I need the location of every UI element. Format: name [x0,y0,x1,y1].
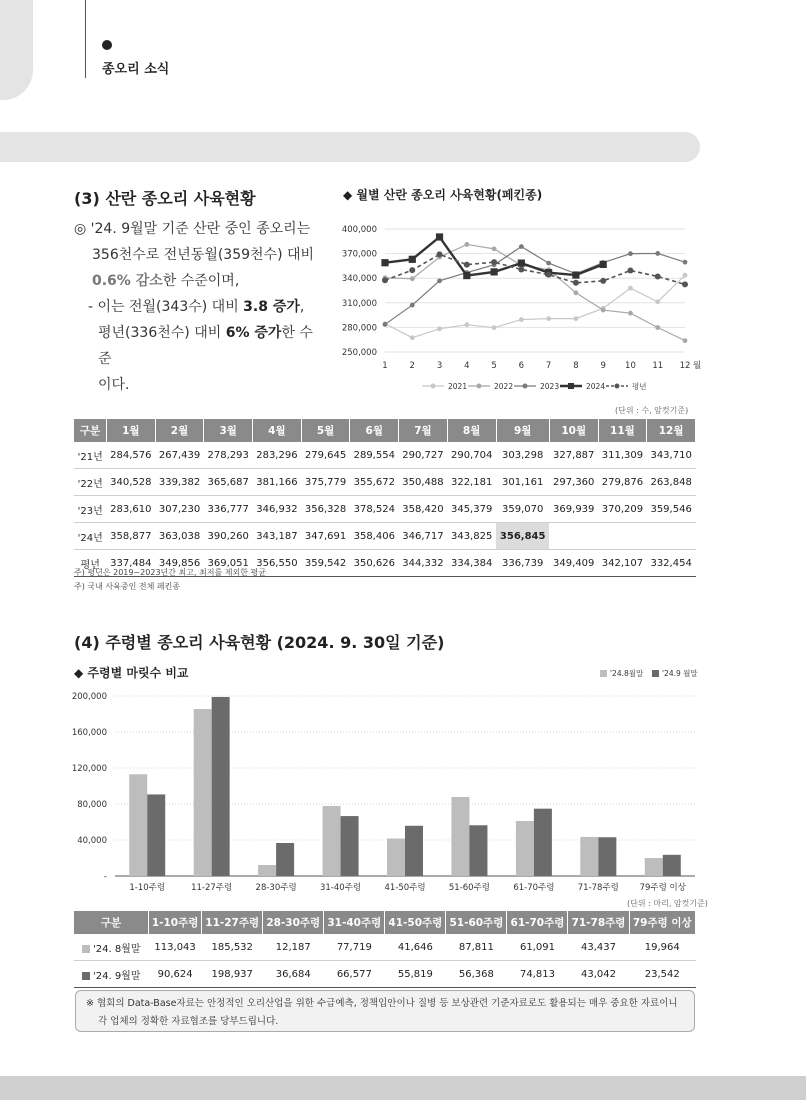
table-header-cell: 4월 [253,419,302,442]
bar-'24.8월말 [516,821,534,876]
data-point [683,273,688,278]
table-cell: 198,937 [202,961,263,988]
legend-swatch [82,945,90,953]
table-header-cell: 79주령 이상 [629,911,695,934]
table-cell: 369,939 [549,496,598,523]
table-cell: 359,546 [647,496,696,523]
table-header-cell: 9월 [496,419,549,442]
text-fragment: - 이는 전월(343수) 대비 [88,299,244,315]
table-cell: 284,576 [107,442,156,469]
data-point [518,266,524,272]
legend-marker [523,384,528,389]
table-cell: 343,710 [647,442,696,469]
table-cell [647,523,696,550]
legend-label: '24.9 월말 [662,669,698,678]
table-cell: 339,382 [155,469,204,496]
table-cell: 278,293 [204,442,253,469]
table-cell: 342,107 [598,550,647,577]
table-header-cell: 51-60주령 [446,911,507,934]
table1-unit: (단위 : 수, 암컷기준) [615,406,689,415]
table-row [74,934,696,961]
x-tick-label: 61-70주령 [513,883,555,893]
table-header-cell: 2월 [155,419,204,442]
table-header-cell: 3월 [204,419,253,442]
table-cell: 381,166 [253,469,302,496]
table-cell: 263,848 [647,469,696,496]
data-point [436,233,443,240]
text-line: 356천수로 전년동월(359천수) 대비 [92,247,315,263]
data-point [572,271,579,278]
table-header-cell: 8월 [447,419,496,442]
bar-'24.8월말 [387,839,405,876]
x-tick-label: 6 [518,361,525,371]
table-cell: 12,187 [263,934,324,961]
decrease-highlight: 0.6% 감소 [92,273,163,289]
table-header-cell: 28-30주령 [263,911,324,934]
data-point [518,260,525,267]
header-divider [85,0,86,78]
series-line-2021 [385,275,685,338]
increase-highlight: 3.8 증가 [243,299,300,315]
legend-marker [431,384,436,389]
bar-'24.8월말 [580,837,598,876]
footer-band [0,1076,806,1100]
x-tick-label: 5 [491,361,497,371]
data-point [655,299,660,304]
bar-'24.8월말 [323,806,341,876]
data-point [383,322,388,327]
series-line-평년 [385,254,685,284]
legend-marker [477,384,482,389]
x-tick-label: 8 [573,361,579,371]
x-tick-label: 12 [679,361,691,371]
table-cell: 322,181 [447,469,496,496]
data-point [683,260,688,265]
data-point [437,251,443,257]
table-cell: 66,577 [324,961,385,988]
table-row [74,961,696,988]
x-tick-label: 1-10주령 [129,883,166,893]
table-cell: 346,932 [253,496,302,523]
data-point [546,272,552,278]
table-cell: 358,420 [399,496,448,523]
monthly-table [74,419,696,577]
table-header-row [74,419,696,442]
row-header-cell: '21년 [74,442,107,469]
text-fragment: 한 수준 [98,325,313,367]
data-point [683,338,688,343]
legend-swatch [652,670,659,677]
footnote-box [75,990,695,1032]
table-cell: 87,811 [446,934,507,961]
text-fragment: 평년(336천수) 대비 [98,325,226,341]
table-cell: 358,877 [107,523,156,550]
table-cell: 74,813 [507,961,568,988]
y-tick-label: 160,000 [71,728,107,738]
table-row [74,523,696,550]
table-cell: 347,691 [301,523,350,550]
data-point [628,311,633,316]
table-cell: 349,409 [549,550,598,577]
row-label: '24. 9월말 [92,970,141,982]
data-point [546,261,551,266]
table-header-cell: 구분 [74,911,149,934]
x-tick-label: 7 [545,361,552,371]
table-cell: 301,161 [496,469,549,496]
x-tick-label: 11 [652,361,664,371]
y-tick-label: 340,000 [341,274,377,285]
table-header-cell: 41-50주령 [385,911,446,934]
y-tick-label: - [103,872,107,882]
data-point [519,317,524,322]
table-cell: 113,043 [149,934,202,961]
data-point [601,308,606,313]
x-tick-label: 1 [382,361,388,371]
text-line: ◎ '24. 9월말 기준 산란 중인 종오리는 [74,221,311,237]
data-point [492,325,497,330]
legend-swatch [82,972,90,980]
legend-label: 평년 [632,382,647,391]
legend-swatch [600,670,607,677]
table1-note: 주) 평년은 2019~2023년간 최고, 최저를 제외한 평균 [74,568,266,577]
bar-'24.9 월말 [147,794,165,876]
data-point [682,281,688,287]
table-cell: 337,484 [107,550,156,577]
row-header-cell: '22년 [74,469,107,496]
section-bullet [102,40,112,50]
table-header-cell: 1월 [107,419,156,442]
table-cell: 77,719 [324,934,385,961]
legend-label: 2021 [448,382,468,391]
table-row [74,469,696,496]
bar-'24.9 월말 [663,855,681,876]
age-bar-chart [60,665,700,893]
table-cell: 19,964 [629,934,695,961]
table-header-cell: 7월 [399,419,448,442]
row-header-cell: '23년 [74,496,107,523]
table-cell: 350,488 [399,469,448,496]
data-point [381,259,388,266]
table-cell: 365,687 [204,469,253,496]
table2-unit: (단위 : 마리, 암컷기준) [627,899,708,908]
data-point [437,326,442,331]
x-tick-label: 51-60주령 [448,883,491,893]
data-point [410,335,415,340]
data-point [628,251,633,256]
table-cell: 363,038 [155,523,204,550]
data-point [600,261,607,268]
text-line [74,320,324,372]
x-tick-label: 4 [464,361,470,371]
footnote-line: ※ 협회의 Data-Base자료는 안정적인 오리산업을 위한 수급예측, 정책입안이나 질병 등 보상관련 기준자료로도 활용되는 매우 중요한 자료이니 [86,998,678,1009]
table-cell: 90,624 [149,961,202,988]
table-row [74,496,696,523]
table-cell: 43,042 [568,961,629,988]
table-cell: 359,070 [496,496,549,523]
table-cell: 290,704 [447,442,496,469]
legend-label: 2023 [540,382,560,391]
data-point [437,278,442,283]
table-cell [598,523,647,550]
x-tick-label: 41-50주령 [384,883,426,893]
text-line: 이다. [98,377,130,393]
table-cell: 283,296 [253,442,302,469]
row-header-cell: 평년 [74,550,107,577]
table-header-cell: 구분 [74,419,107,442]
table1-note: 주) 국내 사육중인 전체 페킨종 [74,582,181,591]
bar-'24.9 월말 [341,816,359,876]
table-cell: 334,384 [447,550,496,577]
data-point [546,316,551,321]
y-tick-label: 250,000 [341,348,377,358]
x-tick-label: 79주령 이상 [639,883,686,893]
data-point [464,262,470,268]
legend-marker [615,384,620,389]
data-point [574,290,579,295]
x-tick-label: 9 [600,361,606,371]
x-tick-label: 3 [436,361,443,371]
row-header-cell: '24년 [74,523,107,550]
data-point [463,272,470,279]
bar-'24.9 월말 [598,837,616,876]
row-header-cell [74,961,149,988]
data-point [382,277,388,283]
table-cell: 297,360 [549,469,598,496]
y-tick-label: 80,000 [77,800,107,810]
table-header-row [74,911,696,934]
table-row [74,442,696,469]
table-cell: 185,532 [202,934,263,961]
data-point [464,322,469,327]
table-cell: 355,672 [350,469,399,496]
table-cell: 343,825 [447,523,496,550]
table-header-cell: 11-27주령 [202,911,263,934]
x-tick-label: 31-40주령 [319,883,362,893]
bar-'24.8월말 [129,774,147,876]
chart2-title: ◆ 주령별 마릿수 비교 [74,666,189,680]
table-cell: 327,887 [549,442,598,469]
table-cell: 369,051 [204,550,253,577]
table-cell: 356,550 [253,550,302,577]
bar-'24.9 월말 [212,697,230,876]
y-tick-label: 400,000 [341,225,377,235]
table-cell: 345,379 [447,496,496,523]
text-fragment: 한 수준이며, [162,273,240,289]
table-cell: 279,876 [598,469,647,496]
table-cell: 359,542 [301,550,350,577]
table-cell: 390,260 [204,523,253,550]
table-cell: 375,779 [301,469,350,496]
legend-label: 2022 [494,382,514,391]
data-point [491,259,497,265]
y-tick-label: 200,000 [71,692,107,702]
table-cell: 344,332 [399,550,448,577]
table-cell: 290,727 [399,442,448,469]
data-point [519,244,524,249]
series-line-2023 [385,247,685,325]
data-point [628,286,633,291]
y-tick-label: 310,000 [341,298,377,309]
table-cell: 340,528 [107,469,156,496]
x-tick-label: 11-27주령 [191,883,233,893]
section3-title: (3) 산란 종오리 사육현황 [74,189,256,208]
table-cell: 336,739 [496,550,549,577]
table-cell: 311,309 [598,442,647,469]
y-tick-label: 280,000 [341,323,377,334]
table-header-cell: 1-10주령 [149,911,202,934]
table-cell: 23,542 [629,961,695,988]
table-cell: 279,645 [301,442,350,469]
bar-'24.8월말 [194,709,212,876]
x-tick-label: 10 [625,361,636,371]
text-line [74,268,324,294]
table-cell: 43,437 [568,934,629,961]
x-tick-label: 71-78주령 [577,883,619,893]
table-cell: 349,856 [155,550,204,577]
x-tick-label: 2 [409,361,415,371]
table-cell: 356,328 [301,496,350,523]
table-cell: 378,524 [350,496,399,523]
legend-label: '24.8월말 [610,669,644,678]
bar-'24.9 월말 [534,809,552,876]
data-point [655,273,661,279]
table-cell: 267,439 [155,442,204,469]
table-cell: 41,646 [385,934,446,961]
legend-marker [568,383,574,389]
text-line [74,294,324,320]
table-cell: 61,091 [507,934,568,961]
y-tick-label: 370,000 [341,249,377,260]
table-cell: 370,209 [598,496,647,523]
data-point [409,256,416,263]
section3-text [74,216,324,398]
table-header-cell: 31-40주령 [324,911,385,934]
table-cell: 358,406 [350,523,399,550]
age-table [74,911,696,988]
data-point [655,325,660,330]
row-header-cell [74,934,149,961]
data-point [464,242,469,247]
table-header-cell: 10월 [549,419,598,442]
table-cell: 336,777 [204,496,253,523]
footnote-line: 각 업체의 정확한 자료협조를 당부드립니다. [98,1016,279,1027]
table-cell: 307,230 [155,496,204,523]
table-header-cell: 11월 [598,419,647,442]
table-header-cell: 71-78주령 [568,911,629,934]
data-point [410,303,415,308]
bar-'24.9 월말 [469,825,487,876]
table-header-cell: 6월 [350,419,399,442]
bar-'24.8월말 [645,858,663,876]
table-header-cell: 5월 [301,419,350,442]
data-point [409,267,415,273]
table-cell: 332,454 [647,550,696,577]
data-point [627,267,633,273]
increase-highlight: 6% 증가 [225,325,282,341]
data-point [410,276,415,281]
table-cell: 36,684 [263,961,324,988]
bar-'24.9 월말 [276,843,294,876]
bar-'24.8월말 [258,865,276,876]
x-tick-label: 28-30주령 [255,883,297,893]
data-point [573,280,579,286]
table-cell: 350,626 [350,550,399,577]
table-cell: 343,187 [253,523,302,550]
data-point [655,251,660,256]
table-cell: 356,845 [496,523,549,550]
table-cell: 283,610 [107,496,156,523]
table-cell: 346,717 [399,523,448,550]
x-axis-unit: 월 [693,361,702,371]
data-point [492,246,497,251]
y-tick-label: 40,000 [77,836,107,846]
table-header-cell: 61-70주령 [507,911,568,934]
row-label: '24. 8월말 [92,943,141,955]
section-header-title: 종오리 소식 [102,62,170,77]
text-fragment: , [299,299,305,315]
monthly-line-chart [330,215,710,400]
data-point [574,316,579,321]
table-cell: 303,298 [496,442,549,469]
bar-'24.8월말 [451,797,469,876]
y-tick-label: 120,000 [71,764,107,774]
data-point [490,268,497,275]
legend-label: 2024 [586,382,606,391]
table-cell: 289,554 [350,442,399,469]
page-tab-decoration [0,0,33,100]
data-point [600,278,606,284]
chart1-title: ◆ 월별 산란 종오리 사육현황(페킨종) [343,188,543,202]
table-cell: 56,368 [446,961,507,988]
table-cell [549,523,598,550]
section-band [0,132,700,162]
bar-'24.9 월말 [405,826,423,876]
table-cell: 55,819 [385,961,446,988]
table-header-cell: 12월 [647,419,696,442]
section4-title: (4) 주령별 종오리 사육현황 (2024. 9. 30일 기준) [74,633,445,652]
